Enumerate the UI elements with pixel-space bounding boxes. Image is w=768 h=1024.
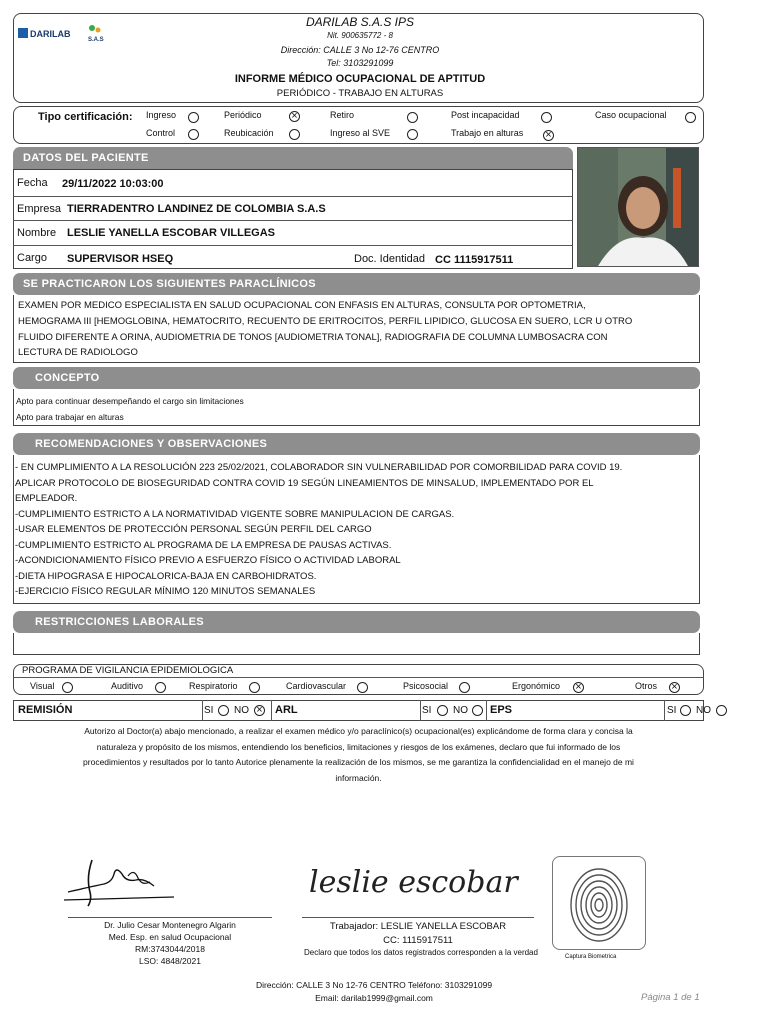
row-divider — [13, 220, 573, 221]
worker-name-line: Trabajador: LESLIE YANELLA ESCOBAR — [329, 921, 507, 932]
remision-label: REMISIÓN — [18, 704, 73, 716]
fingerprint-icon — [553, 857, 645, 949]
eps-label: EPS — [490, 704, 513, 716]
empresa-label: Empresa — [17, 203, 62, 215]
company-name: DARILAB S.A.S IPS — [305, 15, 415, 29]
cert-radio-caso-ocupacional[interactable] — [685, 112, 696, 123]
arl-si-radio[interactable] — [437, 705, 448, 716]
company-nit: Nit. 900635772 - 8 — [327, 31, 393, 40]
vigilancia-option-label: Auditivo — [111, 681, 144, 691]
cert-radio-retiro[interactable] — [407, 112, 418, 123]
vigilancia-option-label: Psicosocial — [403, 681, 449, 691]
cert-radio-trabajo-alturas[interactable] — [543, 130, 554, 141]
company-phone: Tel: 3103291099 — [326, 58, 394, 68]
arl-no-radio[interactable] — [472, 705, 483, 716]
patient-photo — [577, 147, 699, 267]
biometric-caption: Captura Biometrica — [565, 954, 617, 960]
eps-si-radio[interactable] — [680, 705, 691, 716]
recomendacion-line: -ACONDICIONAMIENTO FÍSICO PREVIO A ESFUERZO FÍSICO O ACTIVIDAD LABORAL — [15, 555, 401, 566]
company-address: Dirección: CALLE 3 No 12-76 CENTRO — [280, 45, 440, 55]
remision-no-label: NO — [234, 705, 249, 716]
cert-option-label: Retiro — [330, 110, 355, 120]
fingerprint-box — [552, 856, 646, 950]
cert-option-label: Trabajo en alturas — [451, 128, 524, 138]
authorization-line: procedimientos y resultados por lo tanto Autorice plenamente la realización de los mismos, se me garantiza la confidencialidad en el manejo de mi — [83, 757, 634, 767]
cert-radio-periodico[interactable] — [289, 111, 300, 122]
doctor-lso: LSO: 4848/2021 — [139, 956, 201, 966]
remision-divider — [271, 700, 272, 721]
section-header-recomendaciones: RECOMENDACIONES Y OBSERVACIONES — [13, 433, 700, 455]
worker-signature-text: leslie escobar — [309, 865, 518, 900]
recomendacion-line: - EN CUMPLIMIENTO A LA RESOLUCIÓN 223 25/02/2021, COLABORADOR SIN VULNERABILIDAD POR COMORBILIDAD PARA COVID 19. — [15, 462, 623, 473]
company-logo — [18, 22, 108, 44]
eps-no-label: NO — [696, 705, 711, 716]
vigilancia-radio-visual[interactable] — [62, 682, 73, 693]
row-divider — [13, 245, 573, 246]
logo-text: DARILAB — [30, 29, 71, 39]
paraclinicos-line: LECTURA DE RADIOLOGO — [18, 347, 138, 358]
concepto-line: Apto para trabajar en alturas — [16, 412, 124, 422]
authorization-line: Autorizo al Doctor(a) abajo mencionado, a realizar el examen médico y/o paraclínico(s) ocupacional(es) explicándome de forma clara y concisa la — [84, 726, 633, 736]
nombre-label: Nombre — [17, 227, 57, 239]
recomendacion-line: -EJERCICIO FÍSICO REGULAR MÍNIMO 120 MINUTOS SEMANALES — [15, 586, 316, 597]
recomendacion-line: -DIETA HIPOGRASA E HIPOCALORICA-BAJA EN CARBOHIDRATOS. — [15, 571, 317, 582]
worker-signature-line — [302, 917, 534, 918]
worker-cc-line: CC: 1115917511 — [383, 935, 453, 946]
doc-value: CC 1115917511 — [435, 254, 514, 266]
vigilancia-option-label: Respiratorio — [189, 681, 238, 691]
cert-radio-ingreso[interactable] — [188, 112, 199, 123]
remision-divider — [664, 700, 665, 721]
vigilancia-divider — [13, 677, 704, 678]
doc-label: Doc. Identidad — [354, 253, 425, 265]
remision-divider — [202, 700, 203, 721]
cert-radio-ingreso-sve[interactable] — [407, 129, 418, 140]
fecha-value: 29/11/2022 10:03:00 — [62, 178, 164, 190]
footer-address: Dirección: CALLE 3 No 12-76 CENTRO Teléfono: 3103291099 — [255, 980, 493, 990]
doctor-name: Dr. Julio Cesar Montenegro Algarin — [104, 920, 236, 930]
doctor-specialty: Med. Esp. en salud Ocupacional — [108, 932, 232, 942]
paraclinicos-line: HEMOGRAMA III [HEMOGLOBINA, HEMATOCRITO, RECUENTO DE ERITROCITOS, PERFIL LIPIDICO, GLUCOSA EN SUERO, LCR U OTRO — [18, 316, 633, 327]
report-subtitle: PERIÓDICO - TRABAJO EN ALTURAS — [276, 88, 444, 99]
certification-label: Tipo certificación: — [38, 111, 133, 123]
eps-no-radio[interactable] — [716, 705, 727, 716]
restricciones-box — [13, 633, 700, 655]
authorization-line: información. — [335, 773, 382, 783]
doctor-signature — [64, 852, 184, 912]
paraclinicos-line: FLUIDO DIFERENTE A ORINA, AUDIOMETRIA DE TONOS [AUDIOMETRIA TONAL], RADIOGRAFIA DE COLUMNA LUMBOSACRA CON — [18, 332, 608, 343]
section-header-restricciones: RESTRICCIONES LABORALES — [13, 611, 700, 633]
remision-no-radio[interactable] — [254, 705, 265, 716]
nombre-value: LESLIE YANELLA ESCOBAR VILLEGAS — [67, 227, 276, 239]
cert-radio-post-incapacidad[interactable] — [541, 112, 552, 123]
vigilancia-option-label: Otros — [635, 681, 658, 691]
doctor-signature-line — [68, 917, 272, 918]
section-header-paraclinicos: SE PRACTICARON LOS SIGUIENTES PARACLÍNICOS — [13, 273, 700, 295]
recomendacion-line: EMPLEADOR. — [15, 493, 78, 504]
remision-divider — [420, 700, 421, 721]
arl-no-label: NO — [453, 705, 468, 716]
logo-suffix: S.A.S — [88, 37, 104, 43]
cert-option-label: Caso ocupacional — [595, 110, 667, 120]
cert-radio-reubicacion[interactable] — [289, 129, 300, 140]
cert-option-label: Periódico — [224, 110, 262, 120]
cert-option-label: Ingreso — [146, 110, 177, 120]
recomendacion-line: -CUMPLIMIENTO ESTRICTO AL PROGRAMA DE LA EMPRESA DE PAUSAS ACTIVAS. — [15, 540, 392, 551]
vigilancia-radio-otros[interactable] — [669, 682, 680, 693]
cert-radio-control[interactable] — [188, 129, 199, 140]
vigilancia-radio-cardiovascular[interactable] — [357, 682, 368, 693]
recomendacion-line: -USAR ELEMENTOS DE PROTECCIÓN PERSONAL SEGÚN PERFIL DEL CARGO — [15, 524, 372, 535]
report-title: INFORME MÉDICO OCUPACIONAL DE APTITUD — [234, 73, 486, 85]
cargo-value: SUPERVISOR HSEQ — [67, 253, 174, 265]
vigilancia-radio-ergonomico[interactable] — [573, 682, 584, 693]
arl-label: ARL — [275, 704, 298, 716]
cargo-label: Cargo — [17, 252, 47, 264]
cert-option-label: Ingreso al SVE — [330, 128, 391, 138]
remision-row — [13, 700, 704, 721]
remision-divider — [486, 700, 487, 721]
cert-option-label: Reubicación — [224, 128, 274, 138]
authorization-line: naturaleza y propósito de los mismos, entendiendo los beneficios, limitaciones y riesgos de los exámenes, declaro que fui informado de los — [96, 742, 621, 752]
paraclinicos-line: EXAMEN POR MEDICO ESPECIALISTA EN SALUD OCUPACIONAL CON ENFASIS EN ALTURAS, CONSULTA POR OPTOMETRIA, — [18, 300, 586, 311]
row-divider — [13, 196, 573, 197]
recomendacion-line: -CUMPLIMIENTO ESTRICTO A LA NORMATIVIDAD VIGENTE SOBRE MANIPULACION DE CARGAS. — [15, 509, 455, 520]
cert-option-label: Control — [146, 128, 176, 138]
arl-si-label: SI — [422, 705, 432, 716]
vigilancia-radio-respiratorio[interactable] — [249, 682, 260, 693]
vigilancia-option-label: Cardiovascular — [286, 681, 347, 691]
vigilancia-option-label: Visual — [30, 681, 55, 691]
empresa-value: TIERRADENTRO LANDINEZ DE COLOMBIA S.A.S — [67, 203, 326, 215]
section-header-concepto: CONCEPTO — [13, 367, 700, 389]
recomendacion-line: APLICAR PROTOCOLO DE BIOSEGURIDAD CONTRA COVID 19 SEGÚN LINEAMIENTOS DE MINSALUD, IMPLEMENTADO POR EL — [15, 478, 594, 489]
footer-email: Email: darilab1999@gmail.com — [315, 993, 433, 1003]
doctor-rm: RM:3743044/2018 — [135, 944, 205, 954]
section-header-patient: DATOS DEL PACIENTE — [13, 147, 573, 169]
vigilancia-radio-psicosocial[interactable] — [459, 682, 470, 693]
remision-si-label: SI — [204, 705, 214, 716]
worker-signature — [305, 858, 525, 908]
concepto-line: Apto para continuar desempeñando el cargo sin limitaciones — [16, 396, 244, 406]
remision-si-radio[interactable] — [218, 705, 229, 716]
cert-option-label: Post incapacidad — [451, 110, 520, 120]
vigilancia-option-label: Ergonómico — [512, 681, 561, 691]
footer-page-number: Página 1 de 1 — [641, 992, 700, 1003]
fecha-label: Fecha — [17, 177, 48, 189]
eps-si-label: SI — [667, 705, 677, 716]
worker-declaration: Declaro que todos los datos registrados corresponden a la verdad — [304, 948, 538, 957]
vigilancia-radio-auditivo[interactable] — [155, 682, 166, 693]
vigilancia-title: PROGRAMA DE VIGILANCIA EPIDEMIOLOGICA — [22, 665, 234, 676]
